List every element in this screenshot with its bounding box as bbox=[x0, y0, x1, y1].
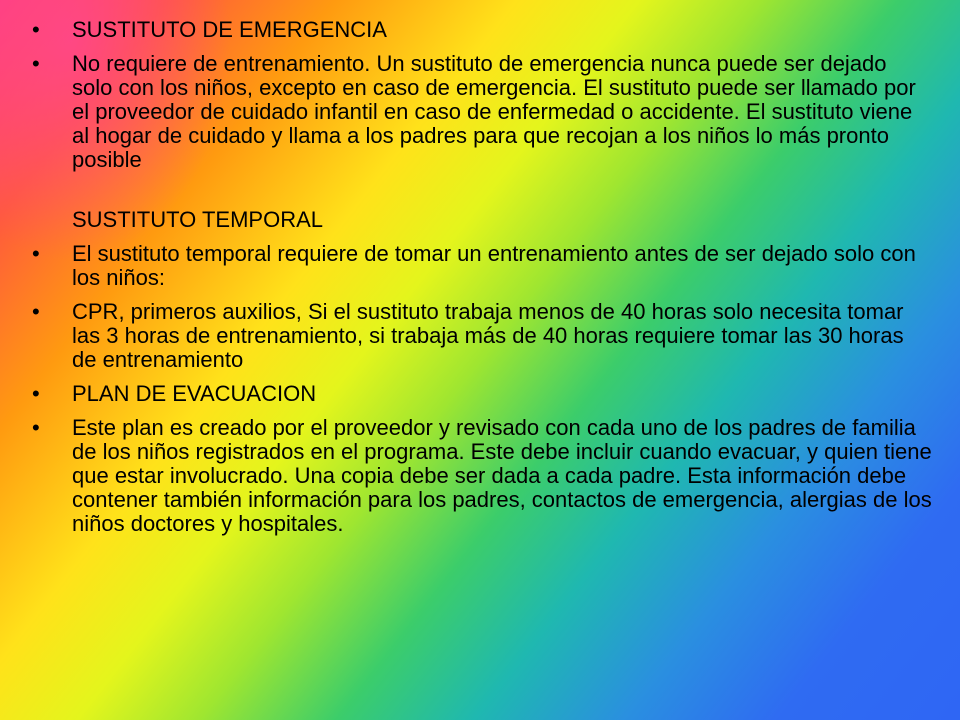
bullet-marker: • bbox=[32, 415, 40, 440]
list-item bbox=[32, 300, 932, 372]
bullet-marker: • bbox=[32, 299, 40, 324]
list-item bbox=[32, 18, 932, 42]
bullet-marker: • bbox=[32, 381, 40, 406]
list-item bbox=[32, 382, 932, 406]
bullet-list bbox=[32, 18, 932, 546]
heading-evacuation-plan: PLAN DE EVACUACION bbox=[72, 381, 317, 406]
bullet-marker: • bbox=[32, 241, 40, 266]
heading-emergency-substitute: SUSTITUTO DE EMERGENCIA bbox=[72, 17, 387, 42]
paragraph-training-hours: CPR, primeros auxilios, Si el sustituto trabaja menos de 40 horas solo necesita tomar las 3 horas de entrenamiento, si trabaja más de 40 horas requiere tomar las 30 horas de entrenamiento bbox=[72, 299, 904, 372]
bullet-marker: • bbox=[32, 17, 40, 42]
bullet-marker: • bbox=[32, 51, 40, 76]
heading-temporary-substitute: SUSTITUTO TEMPORAL bbox=[72, 207, 324, 232]
paragraph-temporary-training: El sustituto temporal requiere de tomar un entrenamiento antes de ser dejado solo con los niños: bbox=[72, 241, 916, 290]
list-item bbox=[32, 416, 932, 536]
list-item bbox=[32, 52, 932, 172]
paragraph-emergency-substitute: No requiere de entrenamiento. Un sustituto de emergencia nunca puede ser dejado solo con los niños, excepto en caso de emergencia. El sustituto puede ser llamado por el proveedor de cuidado infantil en caso de enfermedad o accidente. El sustituto viene al hogar de cuidado y llama a los padres para que recojan a los niños lo más pronto posible bbox=[72, 51, 916, 172]
list-item bbox=[32, 208, 932, 232]
paragraph-evacuation-plan: Este plan es creado por el proveedor y revisado con cada uno de los padres de familia de los niños registrados en el programa. Este debe incluir cuando evacuar, y quien tiene que estar involucrado. Una copia debe ser dada a cada padre. Esta información debe contener también información para los padres, contactos de emergencia, alergias de los niños doctores y hospitales. bbox=[72, 415, 932, 536]
list-item bbox=[32, 242, 932, 290]
